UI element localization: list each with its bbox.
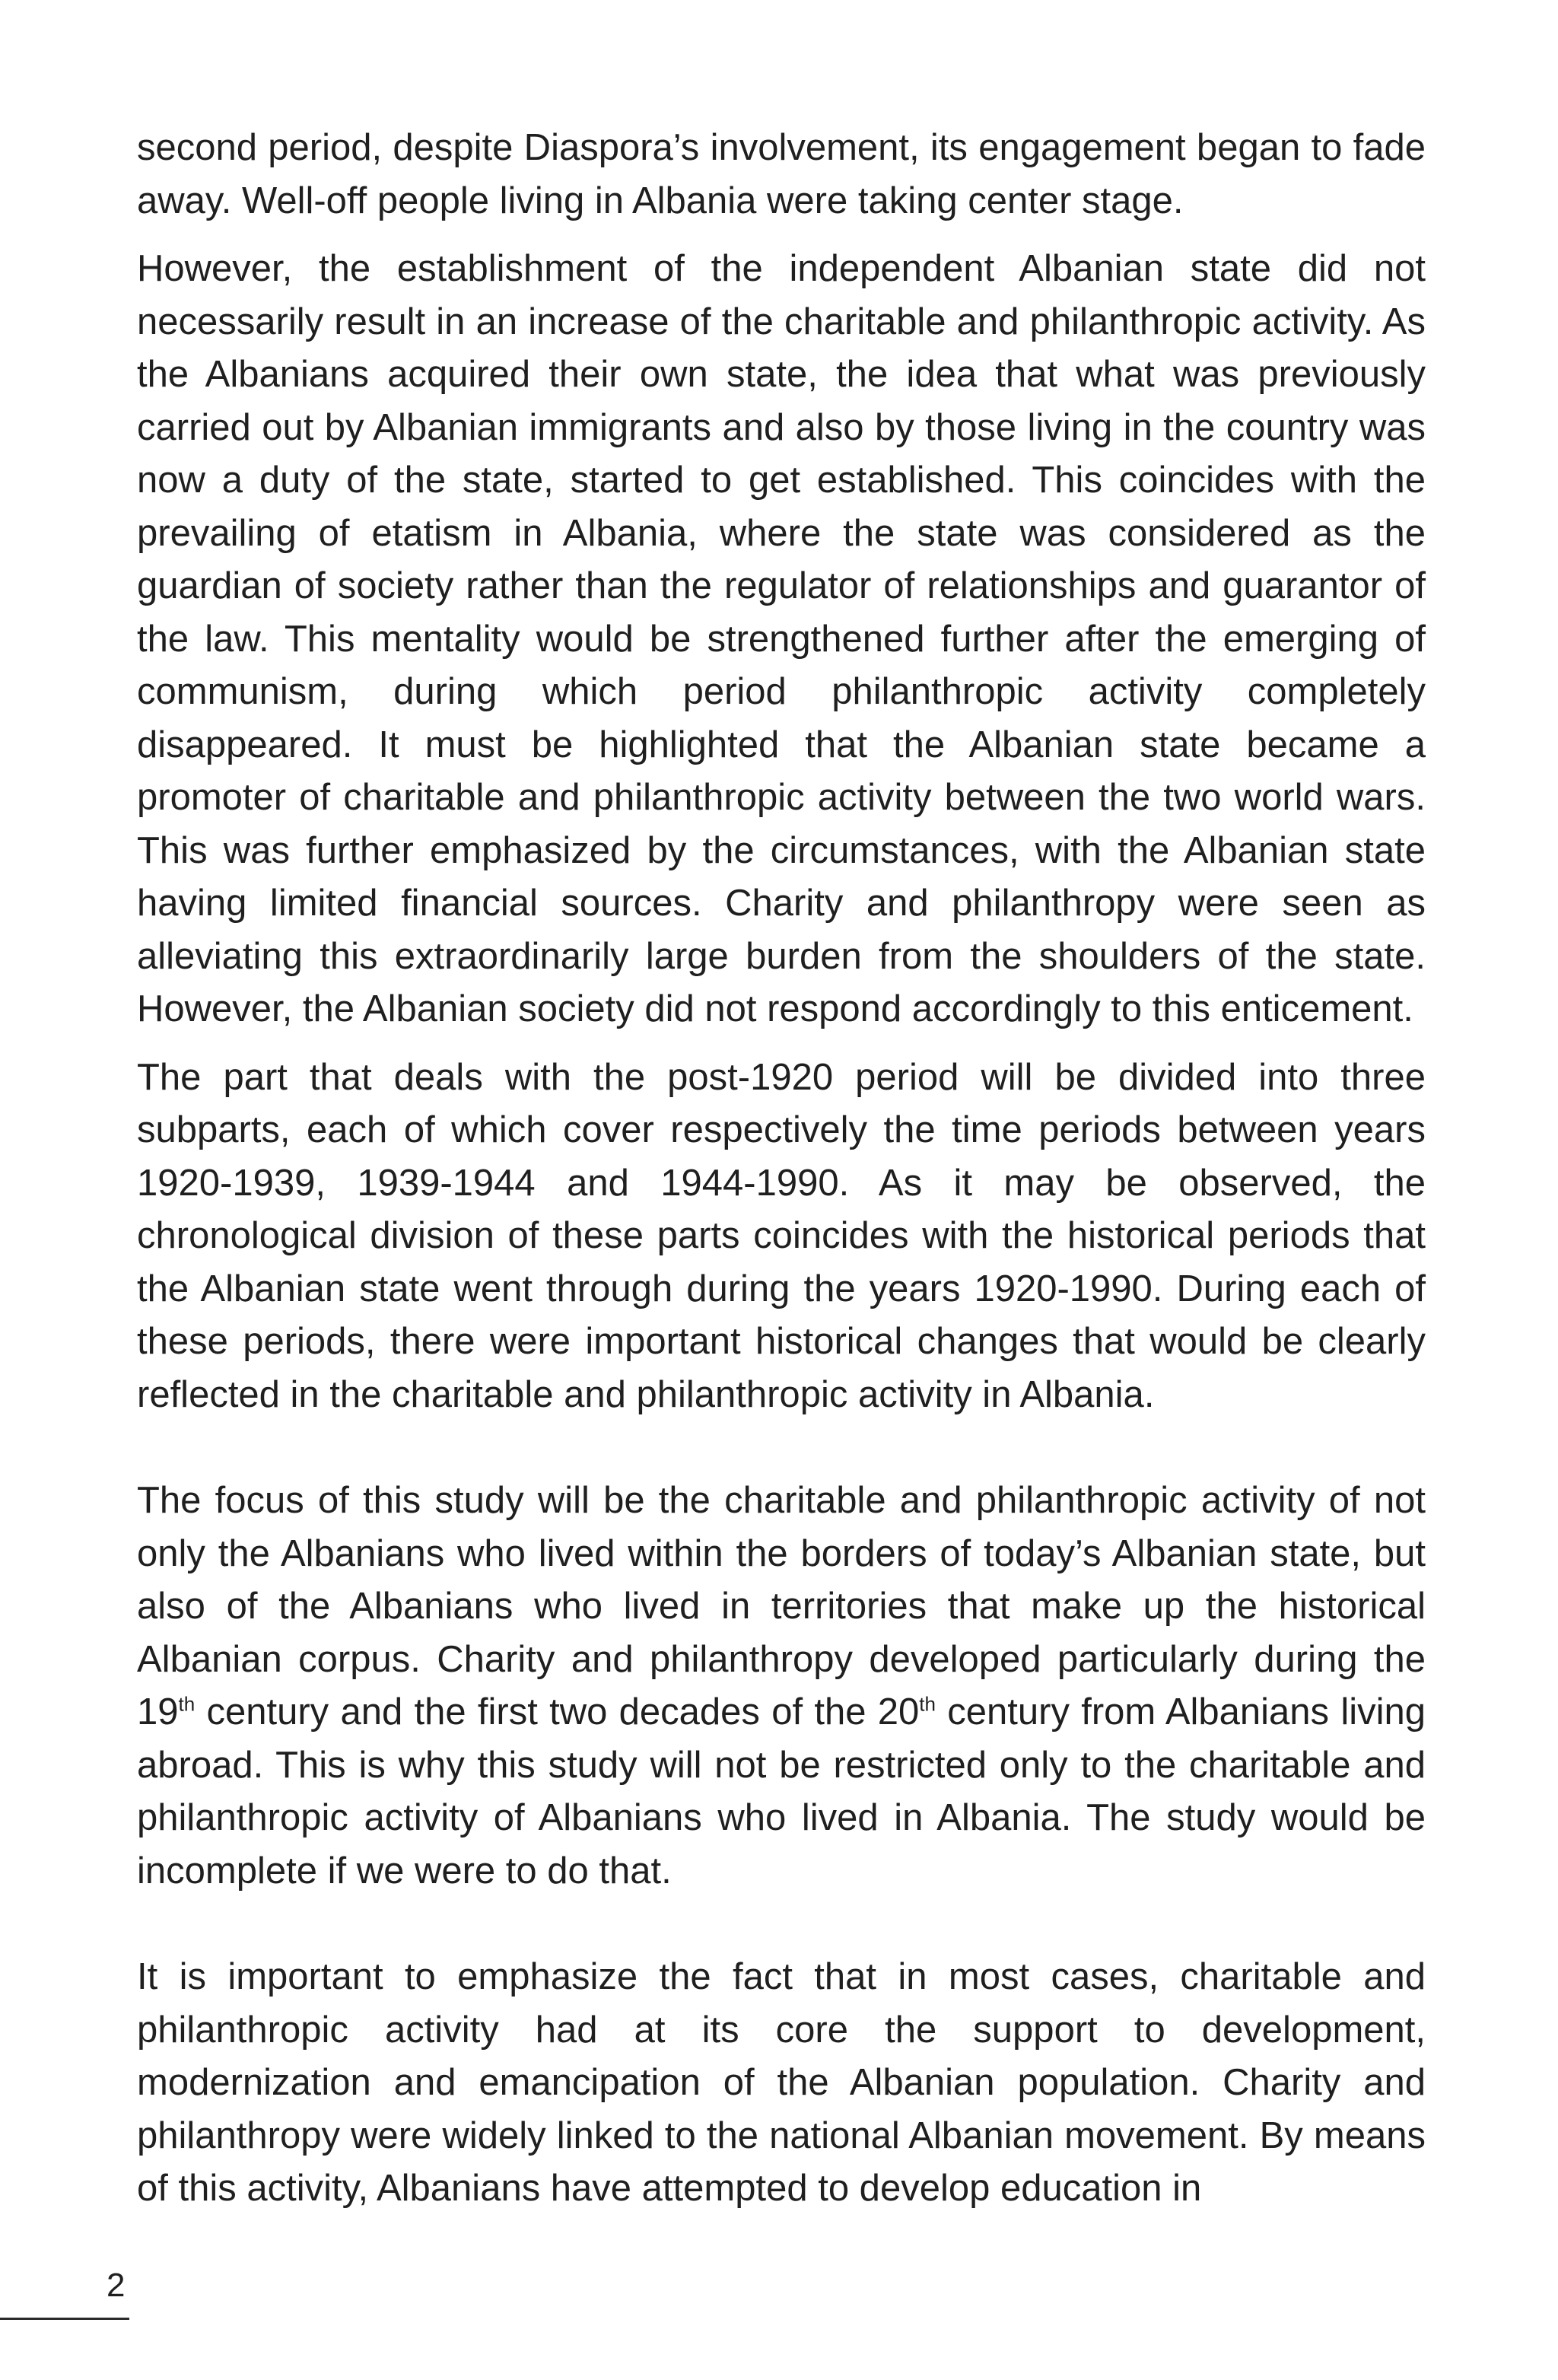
page-body: [137, 122, 1426, 2216]
superscript-th-1: th: [178, 1692, 196, 1716]
paragraph-5: It is important to emphasize the fact that in most cases, charitable and philanthropic activity had at its core the support to development, modernization and emancipation of the Albanian population. Charity and philanthropy were widely linked to the national Albanian movement. By means of this activity, Albanians have attempted to develop education in: [137, 1956, 1426, 2209]
page-number: 2: [107, 2267, 126, 2304]
paragraph-4-text-c: century from Albanians living abroad. This is why this study will not be restricted only to the charitable and philanthropic activity of Albanians who lived in Albania. The study would be incomplete if we were to do that.: [137, 1691, 1426, 1892]
footer-rule: [0, 2318, 129, 2320]
paragraph-4-text-a: The focus of this study will be the charitable and philanthropic activity of not only the Albanians who lived within the borders of today’s Albanian state, but also of the Albanians who lived in territories that make up the historical Albanian corpus. Charity and philanthropy developed particularly during the 19: [137, 1480, 1426, 1732]
paragraph-4-text-b: century and the first two decades of the 20: [195, 1691, 920, 1732]
paragraph-2: However, the establishment of the independent Albanian state did not necessarily result in an increase of the charitable and philanthropic activity. As the Albanians acquired their own state, the idea that what was previously carried out by Albanian immigrants and also by those living in the country was now a duty of the state, started to get established. This coincides with the prevailing of etatism in Albania, where the state was considered as the guardian of society rather than the regulator of relationships and guarantor of the law. This mentality would be strengthened further after the emerging of communism, during which period philanthropic activity completely disappeared. It must be highlighted that the Albanian state became a promoter of charitable and philanthropic activity between the two world wars. This was further emphasized by the circumstances, with the Albanian state having limited financial sources. Charity and philanthropy were seen as alleviating this extraordinarily large burden from the shoulders of the state. However, the Albanian society did not respond accordingly to this enticement.: [137, 248, 1426, 1029]
paragraph-1: second period, despite Diaspora’s involvement, its engagement began to fade away. Well-off people living in Albania were taking center stage.: [137, 127, 1426, 221]
paragraph-4: [137, 1475, 1426, 1898]
paragraph-3: The part that deals with the post-1920 period will be divided into three subparts, each of which cover respectively the time periods between years 1920-1939, 1939-1944 and 1944-1990. As it may be observed, the chronological division of these parts coincides with the historical periods that the Albanian state went through during the years 1920-1990. During each of these periods, there were important historical changes that would be clearly reflected in the charitable and philanthropic activity in Albania.: [137, 1056, 1426, 1415]
superscript-th-2: th: [919, 1692, 936, 1716]
